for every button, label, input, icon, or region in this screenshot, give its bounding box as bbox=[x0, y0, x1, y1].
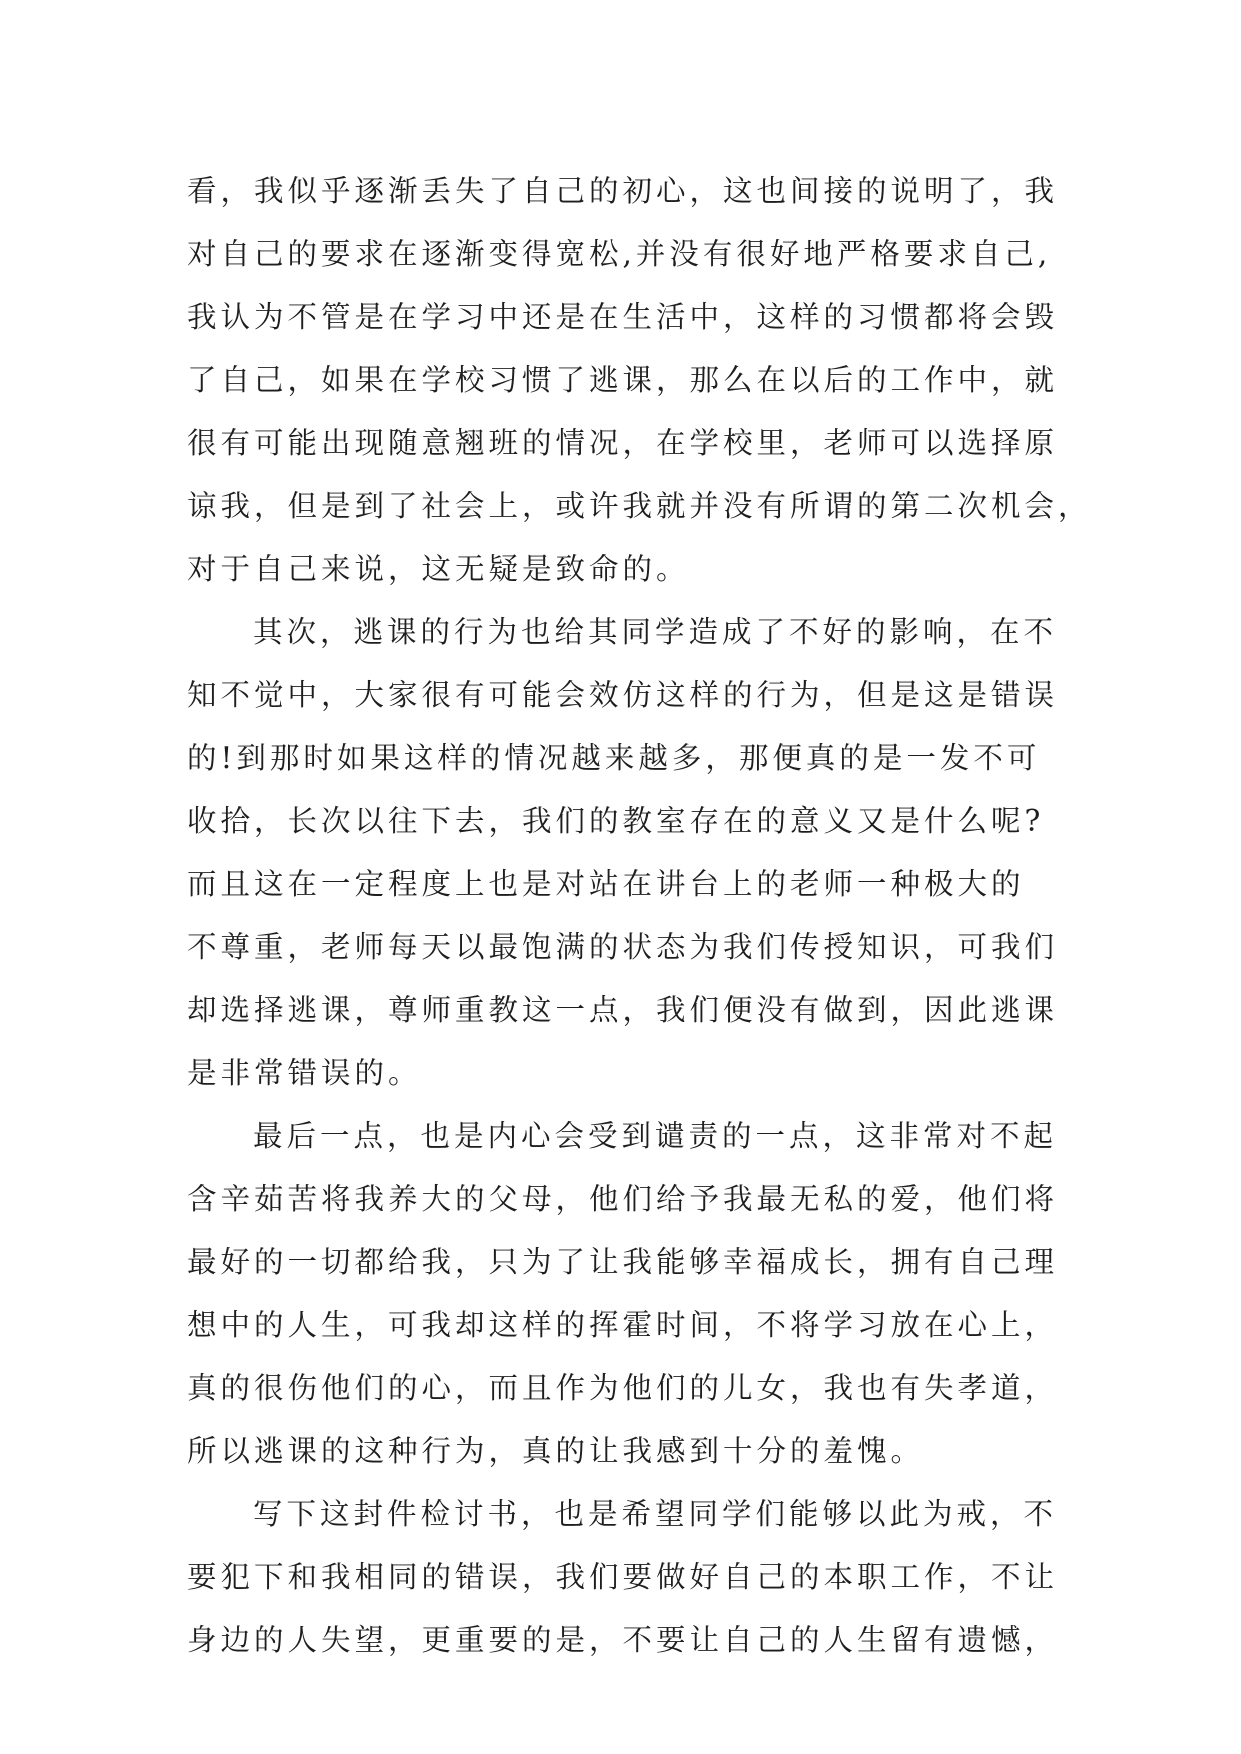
text-line: 谅我，但是到了社会上，或许我就并没有所谓的第二次机会， bbox=[187, 489, 1092, 523]
text-line: 收拾，长次以往下去，我们的教室存在的意义又是什么呢? bbox=[187, 804, 1045, 838]
text-line: 很有可能出现随意翘班的情况，在学校里，老师可以选择原 bbox=[187, 426, 1059, 460]
text-line: 含辛茹苦将我养大的父母，他们给予我最无私的爱，他们将 bbox=[187, 1182, 1059, 1216]
text-line: 的!到那时如果这样的情况越来越多，那便真的是一发不可 bbox=[187, 741, 1041, 775]
text-line: 知不觉中，大家很有可能会效仿这样的行为，但是这是错误 bbox=[187, 678, 1059, 712]
text-line: 真的很伤他们的心，而且作为他们的儿女，我也有失孝道， bbox=[187, 1371, 1059, 1405]
text-line: 看，我似乎逐渐丢失了自己的初心，这也间接的说明了，我 bbox=[187, 174, 1059, 208]
paragraph-first-line: 其次，逃课的行为也给其同学造成了不好的影响，在不 bbox=[253, 615, 1058, 649]
text-line: 最好的一切都给我，只为了让我能够幸福成长，拥有自己理 bbox=[187, 1245, 1059, 1279]
text-line: 身边的人失望，更重要的是，不要让自己的人生留有遗憾， bbox=[187, 1623, 1059, 1657]
text-line: 所以逃课的这种行为，真的让我感到十分的羞愧。 bbox=[187, 1434, 925, 1468]
text-line: 而且这在一定程度上也是对站在讲台上的老师一种极大的 bbox=[187, 867, 1025, 901]
text-line: 是非常错误的。 bbox=[187, 1056, 422, 1090]
text-line: 却选择逃课，尊师重教这一点，我们便没有做到，因此逃课 bbox=[187, 993, 1059, 1027]
text-line: 要犯下和我相同的错误，我们要做好自己的本职工作，不让 bbox=[187, 1560, 1059, 1594]
text-line: 我认为不管是在学习中还是在生活中，这样的习惯都将会毁 bbox=[187, 300, 1059, 334]
paragraph-first-line: 写下这封件检讨书，也是希望同学们能够以此为戒，不 bbox=[253, 1497, 1058, 1531]
text-line: 了自己，如果在学校习惯了逃课，那么在以后的工作中，就 bbox=[187, 363, 1059, 397]
text-line: 对自己的要求在逐渐变得宽松,并没有很好地严格要求自己, bbox=[187, 237, 1052, 271]
body-text bbox=[187, 160, 1092, 1672]
text-line: 不尊重，老师每天以最饱满的状态为我们传授知识，可我们 bbox=[187, 930, 1059, 964]
paragraph-first-line: 最后一点，也是内心会受到谴责的一点，这非常对不起 bbox=[253, 1119, 1058, 1153]
text-line: 想中的人生，可我却这样的挥霍时间，不将学习放在心上， bbox=[187, 1308, 1059, 1342]
text-line: 对于自己来说，这无疑是致命的。 bbox=[187, 552, 690, 586]
